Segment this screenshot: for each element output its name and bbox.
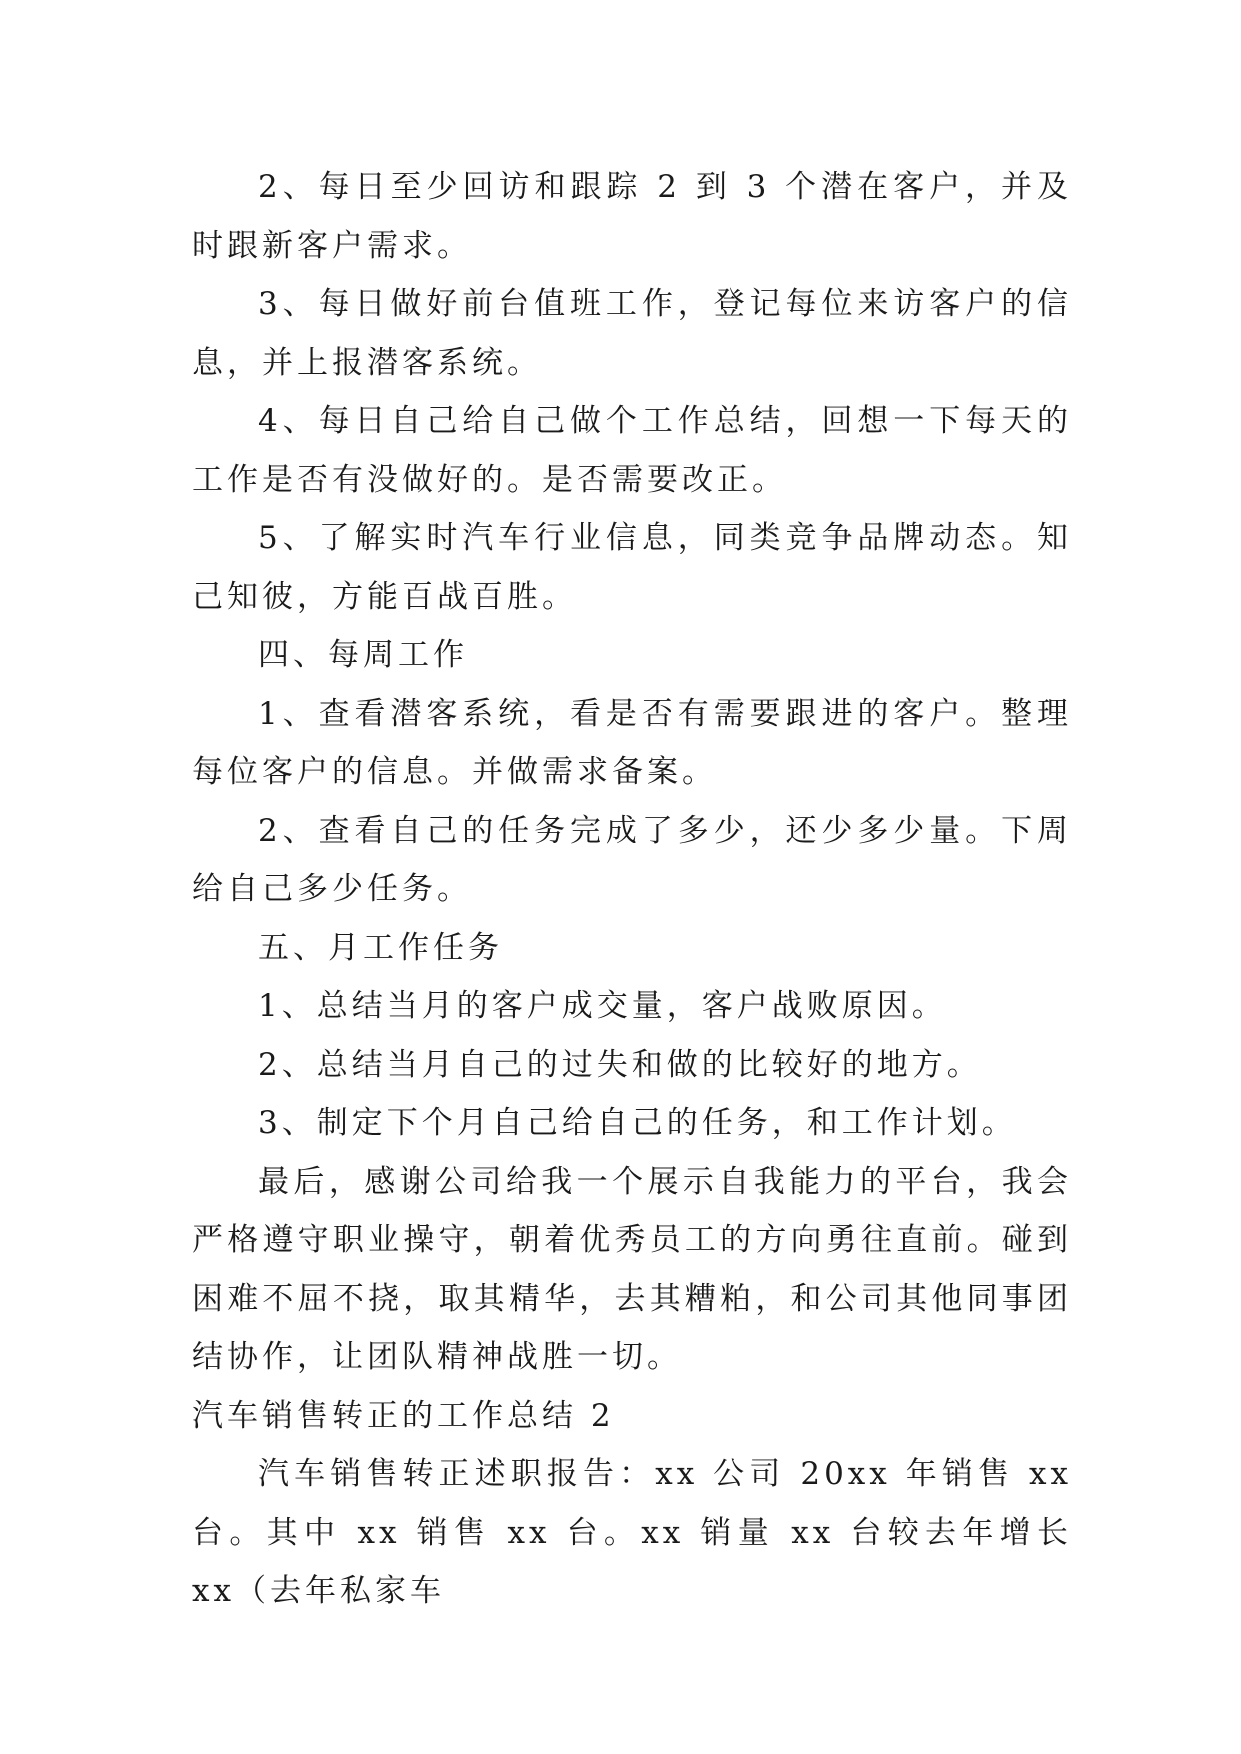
section-title: 汽车销售转正的工作总结 2 [192, 1397, 615, 1434]
paragraph-closing: 最后，感谢公司给我一个展示自我能力的平台，我会严格遵守职业操守，朝着优秀员工的方向勇往直前。碰到困难不屈不挠，取其精华，去其糟粕，和公司其他同事团结协作，让团队精神战胜一切。 [192, 1163, 1072, 1375]
document-body [192, 158, 1086, 1621]
heading-monthly-tasks: 五、月工作任务 [258, 929, 503, 966]
heading-weekly-work: 四、每周工作 [258, 637, 468, 673]
paragraph-daily-2: 2、每日至少回访和跟踪 2 到 3 个潜在客户，并及时跟新客户需求。 [192, 169, 1072, 264]
paragraph-report-intro: 汽车销售转正述职报告：xx 公司 20xx 年销售 xx 台。其中 xx 销售 xx 台。xx 销量 xx 台较去年增长 xx（去年私家车 [192, 1456, 1086, 1609]
paragraph-monthly-3: 3、制定下个月自己给自己的任务，和工作计划。 [258, 1105, 1017, 1141]
paragraph-weekly-1: 1、查看潜客系统，看是否有需要跟进的客户。整理每位客户的信息。并做需求备案。 [192, 695, 1072, 790]
paragraph-weekly-2: 2、查看自己的任务完成了多少，还少多少量。下周给自己多少任务。 [192, 812, 1072, 907]
paragraph-daily-4: 4、每日自己给自己做个工作总结，回想一下每天的工作是否有没做好的。是否需要改正。 [192, 403, 1072, 498]
paragraph-daily-3: 3、每日做好前台值班工作，登记每位来访客户的信息，并上报潜客系统。 [192, 286, 1072, 381]
paragraph-monthly-2: 2、总结当月自己的过失和做的比较好的地方。 [258, 1046, 982, 1083]
paragraph-daily-5: 5、了解实时汽车行业信息，同类竞争品牌动态。知己知彼，方能百战百胜。 [192, 520, 1072, 615]
paragraph-monthly-1: 1、总结当月的客户成交量，客户战败原因。 [258, 988, 947, 1024]
